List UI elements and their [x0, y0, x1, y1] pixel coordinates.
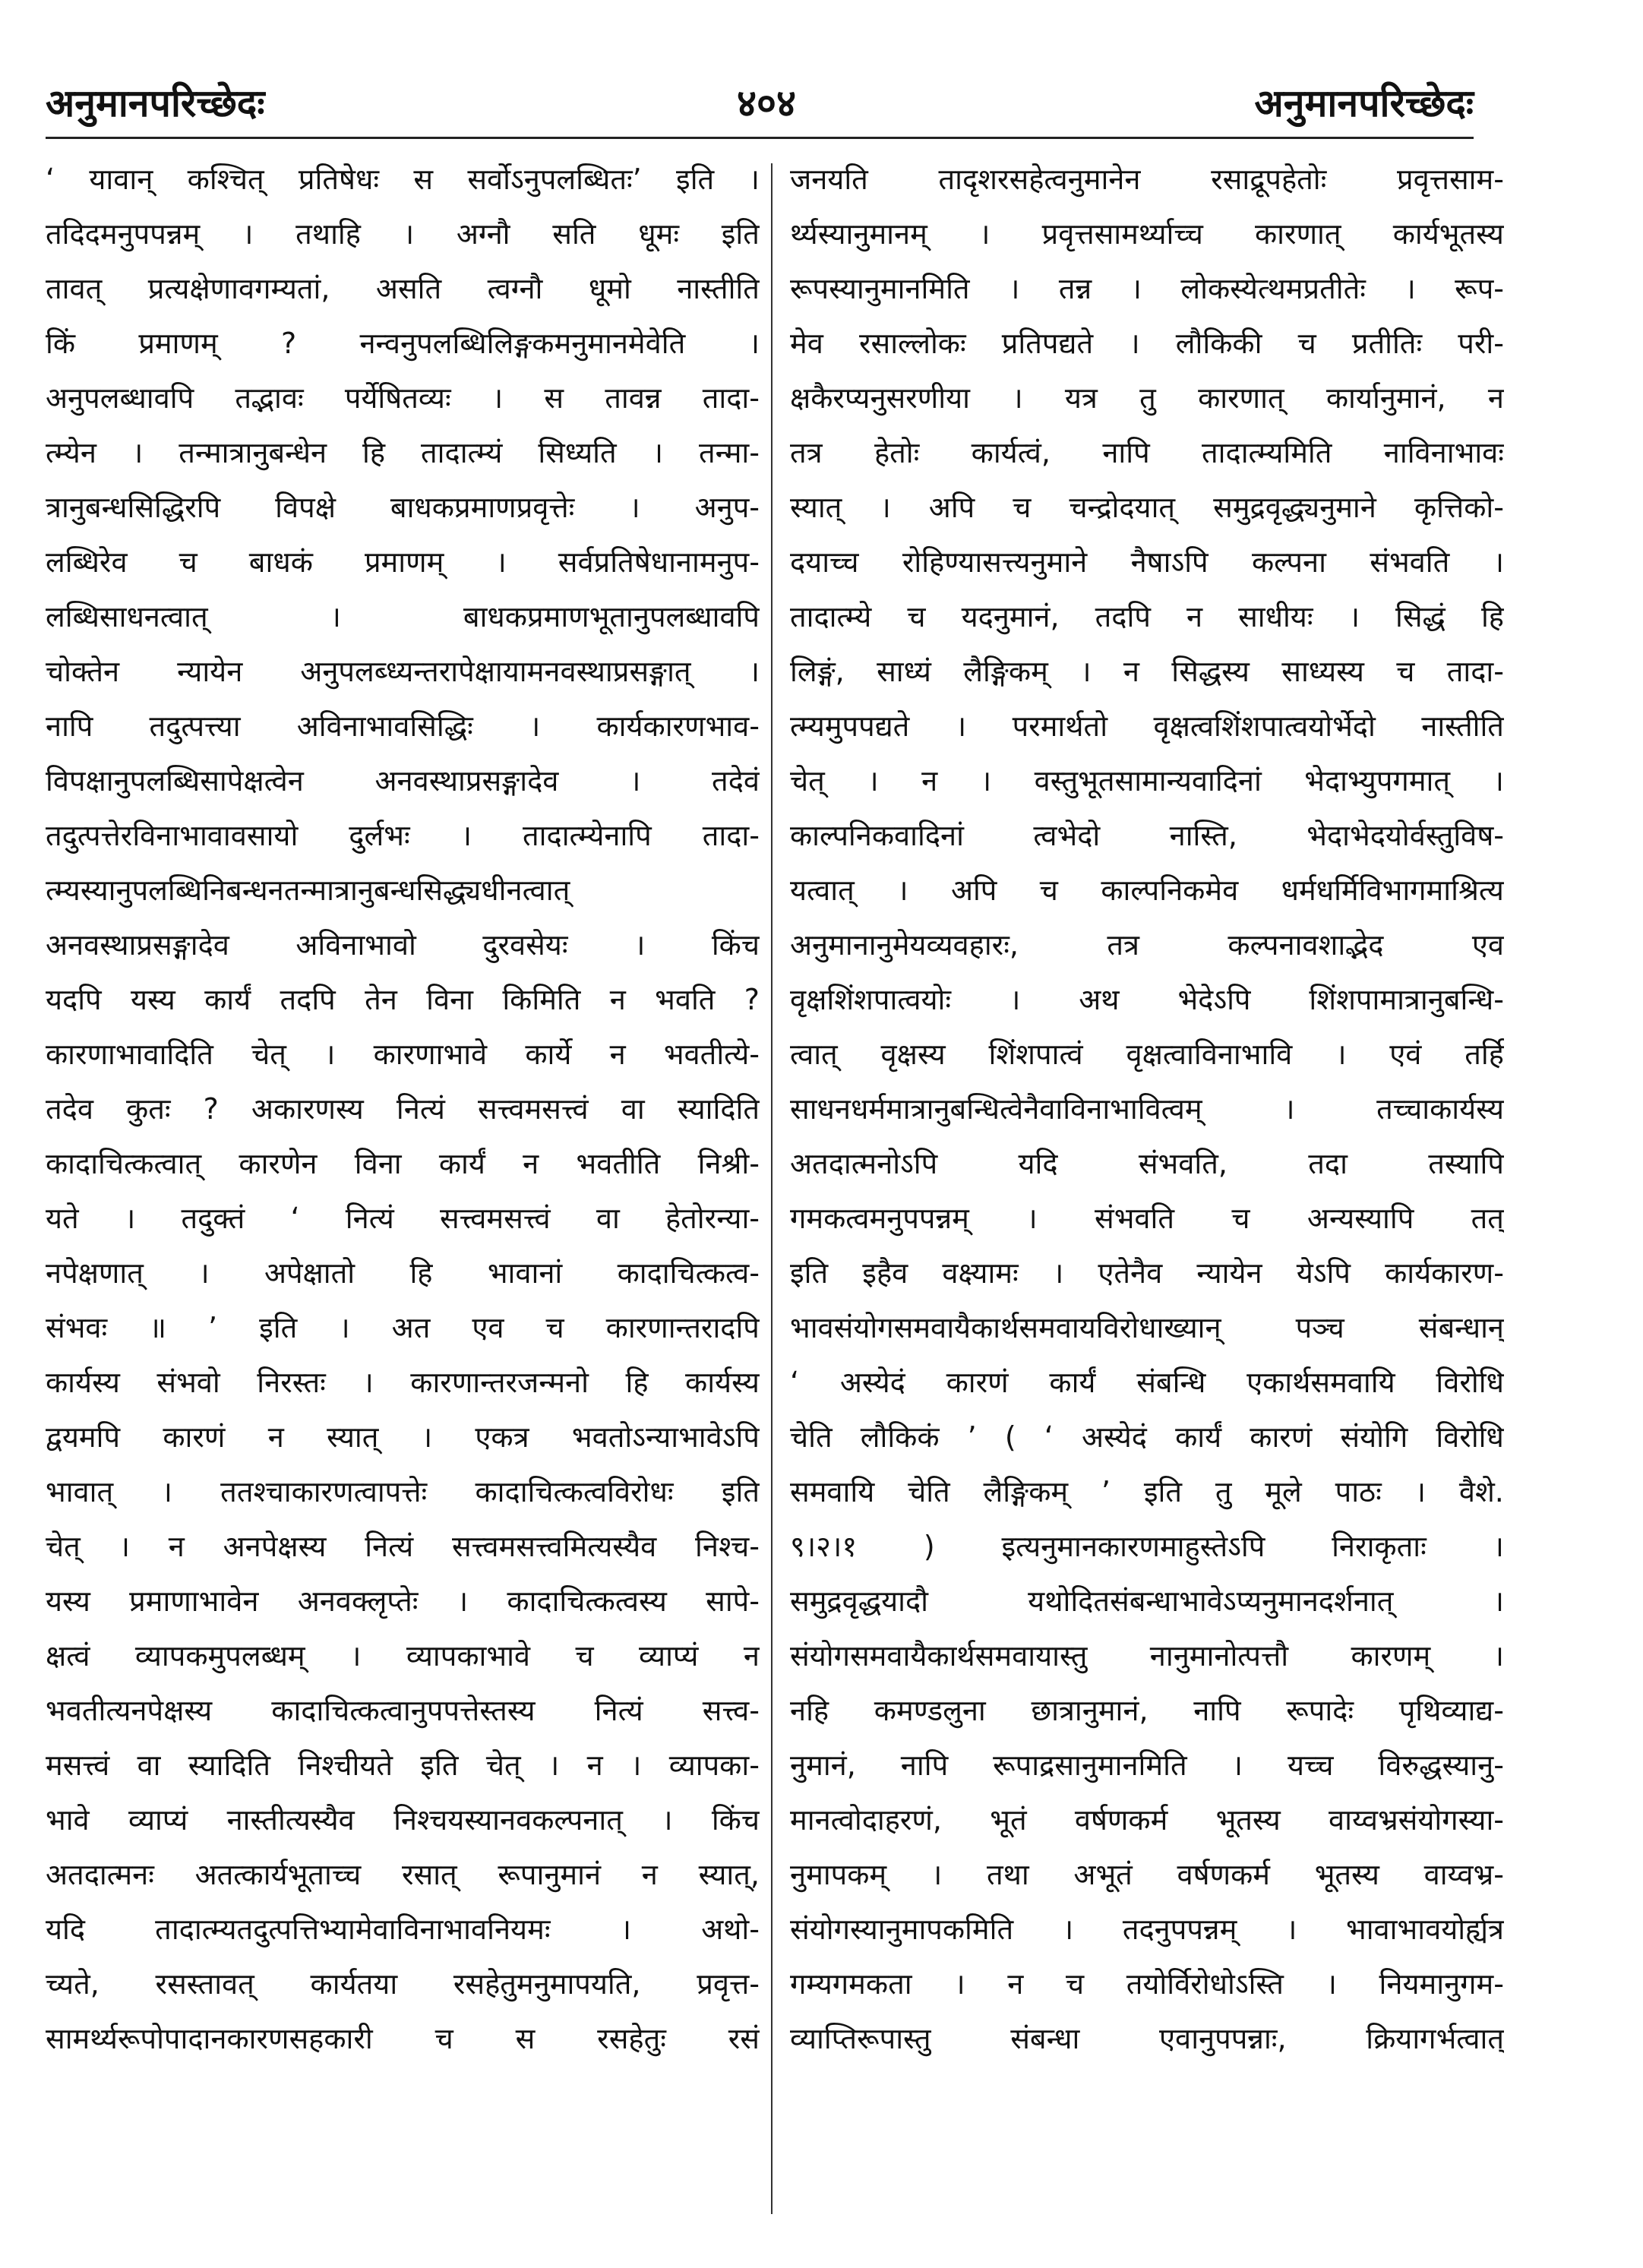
right-column [790, 152, 1504, 2218]
text-line: त्म्येन । तन्मात्रानुबन्धेन हि तादात्म्यं सिध्यति । तन्मा- [46, 436, 760, 469]
text-line: तदेव कुतः ? अकारणस्य नित्यं सत्त्वमसत्त्वं वा स्यादिति [46, 1092, 760, 1126]
text-line: काल्पनिकवादिनां त्वभेदो नास्ति, भेदाभेदयोर्वस्तुविष- [790, 819, 1504, 852]
text-line: लब्धिरेव च बाधकं प्रमाणम् । सर्वप्रतिषेधानामनुप- [46, 545, 760, 579]
text-line: विपक्षानुपलब्धिसापेक्षत्वेन अनवस्थाप्रसङ्गादेव । तदेवं [46, 764, 760, 798]
header-rule [46, 137, 1474, 139]
text-line: नुमापकम् । तथा अभूतं वर्षणकर्म भूतस्य वाय्वभ्र- [790, 1858, 1504, 1891]
text-line: यदपि यस्य कार्यं तदपि तेन विना किमिति न भवति ? [46, 983, 760, 1016]
page-number: ४०४ [737, 81, 796, 125]
text-line: चेति लौकिकं ’ ( ‘ अस्येदं कार्यं कारणं संयोगि विरोधि [790, 1420, 1504, 1454]
text-line: इति इहैव वक्ष्यामः । एतेनैव न्यायेन येऽपि कार्यकारण- [790, 1256, 1504, 1290]
text-line: त्रानुबन्धसिद्धिरपि विपक्षे बाधकप्रमाणप्रवृत्तेः । अनुप- [46, 491, 760, 524]
text-line: संयोगस्यानुमापकमिति । तदनुपपन्नम् । भावाभावयोर्ह्यत्र [790, 1913, 1504, 1946]
text-line: मेव रसाल्लोकः प्रतिपद्यते । लौकिकी च प्रतीतिः परी- [790, 327, 1504, 360]
text-line: द्वयमपि कारणं न स्यात् । एकत्र भवतोऽन्याभावेऽपि [46, 1420, 760, 1454]
running-title-left: अनुमानपरिच्छेदः [46, 81, 265, 125]
text-line: समुद्रवृद्धयादौ यथोदितसंबन्धाभावेऽप्यनुमानदर्शनात् । [790, 1584, 1504, 1618]
text-line: क्षत्वं व्यापकमुपलब्धम् । व्यापकाभावे च व्याप्यं न [46, 1639, 760, 1673]
text-line: गम्यगमकता । न च तयोर्विरोधोऽस्ति । नियमानुगम- [790, 1967, 1504, 2001]
text-line: सामर्थ्यरूपोपादानकारणसहकारी च स रसहेतुः रसं [46, 2022, 760, 2055]
text-line: भावसंयोगसमवायैकार्थसमवायविरोधाख्यान् पञ्च संबन्धान् [790, 1311, 1504, 1344]
text-line: तत्र हेतोः कार्यत्वं, नापि तादात्म्यमिति नाविनाभावः [790, 436, 1504, 469]
text-line: चोक्तेन न्यायेन अनुपलब्ध्यन्तरापेक्षायामनवस्थाप्रसङ्गात् । [46, 655, 760, 688]
text-line: लिङ्गं, साध्यं लैङ्गिकम् । न सिद्धस्य साध्यस्य च तादा- [790, 655, 1504, 688]
text-line: च्यते, रसस्तावत् कार्यतया रसहेतुमनुमापयति, प्रवृत्त- [46, 1967, 760, 2001]
text-line: अनवस्थाप्रसङ्गादेव अविनाभावो दुरवसेयः । किंच [46, 928, 760, 962]
text-line: अनुमानानुमेयव्यवहारः, तत्र कल्पनावशाद्भेद एव [790, 928, 1504, 962]
text-line: कादाचित्कत्वात् कारणेन विना कार्यं न भवतीति निश्री- [46, 1147, 760, 1180]
column-divider [771, 163, 773, 2214]
text-line: चेत् । न अनपेक्षस्य नित्यं सत्त्वमसत्त्वमित्यस्यैव निश्च- [46, 1530, 760, 1563]
text-line: रूपस्यानुमानमिति । तन्न । लोकस्येत्थमप्रतीतेः । रूप- [790, 272, 1504, 305]
text-line: तदुत्पत्तेरविनाभावावसायो दुर्लभः । तादात्म्येनापि तादा- [46, 819, 760, 852]
text-line: भवतीत्यनपेक्षस्य कादाचित्कत्वानुपपत्तेस्तस्य नित्यं सत्त्व- [46, 1694, 760, 1727]
text-line: तदिदमनुपपन्नम् । तथाहि । अग्नौ सति धूमः इति [46, 217, 760, 251]
text-line: मसत्त्वं वा स्यादिति निश्चीयते इति चेत् । न । व्यापका- [46, 1748, 760, 1782]
text-line: जनयति तादृशरसहेत्वनुमानेन रसाद्रूपहेतोः प्रवृत्तसाम- [790, 163, 1504, 196]
text-line: नुमानं, नापि रूपाद्रसानुमानमिति । यच्च विरुद्धस्यानु- [790, 1748, 1504, 1782]
text-line: नापि तदुत्पत्त्या अविनाभावसिद्धिः । कार्यकारणभाव- [46, 709, 760, 743]
text-line: अतदात्मनोऽपि यदि संभवति, तदा तस्यापि [790, 1147, 1504, 1180]
text-line: यदि तादात्म्यतदुत्पत्तिभ्यामेवाविनाभावनियमः । अथो- [46, 1913, 760, 1946]
text-line: लब्धिसाधनत्वात् । बाधकप्रमाणभूतानुपलब्धावपि [46, 600, 760, 633]
text-line: ‘ अस्येदं कारणं कार्यं संबन्धि एकार्थसमवायि विरोधि [790, 1366, 1504, 1399]
text-line: तादात्म्ये च यदनुमानं, तदपि न साधीयः । सिद्धं हि [790, 600, 1504, 633]
running-title-right: अनुमानपरिच्छेदः [1254, 81, 1474, 125]
text-line: नहि कमण्डलुना छात्रानुमानं, नापि रूपादेः पृथिव्याद्य- [790, 1694, 1504, 1727]
text-line: व्याप्तिरूपास्तु संबन्धा एवानुपपन्नाः, क्रियागर्भत्वात् [790, 2022, 1504, 2055]
text-line: कारणाभावादिति चेत् । कारणाभावे कार्ये न भवतीत्ये- [46, 1038, 760, 1071]
text-line: संभवः ॥ ’ इति । अत एव च कारणान्तरादपि [46, 1311, 760, 1344]
text-line: चेत् । न । वस्तुभूतसामान्यवादिनां भेदाभ्युपगमात् । [790, 764, 1504, 798]
text-line: क्षकैरप्यनुसरणीया । यत्र तु कारणात् कार्यानुमानं, न [790, 381, 1504, 415]
text-line: यस्य प्रमाणाभावेन अनवक्लृप्तेः । कादाचित्कत्वस्य सापे- [46, 1584, 760, 1618]
text-line: त्म्यमुपपद्यते । परमार्थतो वृक्षत्वशिंशपात्वयोर्भेदो नास्तीति [790, 709, 1504, 743]
text-line: दयाच्च रोहिण्यासत्त्यनुमाने नैषाऽपि कल्पना संभवति । [790, 545, 1504, 579]
text-line: यते । तदुक्तं ‘ नित्यं सत्त्वमसत्त्वं वा हेतोरन्या- [46, 1202, 760, 1235]
page-header [46, 76, 1474, 129]
text-line: नपेक्षणात् । अपेक्षातो हि भावानां कादाचित्कत्व- [46, 1256, 760, 1290]
text-line: भावे व्याप्यं नास्तीत्यस्यैव निश्चयस्यानवकल्पनात् । किंच [46, 1803, 760, 1837]
text-line: र्थ्यस्यानुमानम् । प्रवृत्तसामर्थ्याच्च कारणात् कार्यभूतस्य [790, 217, 1504, 251]
text-line: संयोगसमवायैकार्थसमवायास्तु नानुमानोत्पत्तौ कारणम् । [790, 1639, 1504, 1673]
text-line: गमकत्वमनुपपन्नम् । संभवति च अन्यस्यापि तत् [790, 1202, 1504, 1235]
text-line: कार्यस्य संभवो निरस्तः । कारणान्तरजन्मनो हि कार्यस्य [46, 1366, 760, 1399]
text-line: अतदात्मनः अतत्कार्यभूताच्च रसात् रूपानुमानं न स्यात्, [46, 1858, 760, 1891]
text-line: समवायि चेति लैङ्गिकम् ’ इति तु मूले पाठः । वैशे. [790, 1475, 1504, 1508]
text-line: ‘ यावान् कश्चित् प्रतिषेधः स सर्वोऽनुपलब्धितः’ इति । [46, 163, 760, 196]
text-line: किं प्रमाणम् ? नन्वनुपलब्धिलिङ्गकमनुमानमेवेति । [46, 327, 760, 360]
text-line: वृक्षशिंशपात्वयोः । अथ भेदेऽपि शिंशपामात्रानुबन्धि- [790, 983, 1504, 1016]
text-line: भावात् । ततश्चाकारणत्वापत्तेः कादाचित्कत्वविरोधः इति [46, 1475, 760, 1508]
text-line: त्वात् वृक्षस्य शिंशपात्वं वृक्षत्वाविनाभावि । एवं तर्हि [790, 1038, 1504, 1071]
left-column [46, 152, 760, 2218]
text-line: तावत् प्रत्यक्षेणावगम्यतां, असति त्वग्नौ धूमो नास्तीति [46, 272, 760, 305]
text-line: अनुपलब्धावपि तद्भावः पर्येषितव्यः । स तावन्न तादा- [46, 381, 760, 415]
text-line: स्यात् । अपि च चन्द्रोदयात् समुद्रवृद्ध्यनुमाने कृत्तिको- [790, 491, 1504, 524]
text-line: साधनधर्ममात्रानुबन्धित्वेनैवाविनाभावित्वम् । तच्चाकार्यस्य [790, 1092, 1504, 1126]
text-line: त्म्यस्यानुपलब्धिनिबन्धनतन्मात्रानुबन्धसिद्ध्यधीनत्वात् [46, 873, 570, 907]
text-line: यत्वात् । अपि च काल्पनिकमेव धर्मधर्मिविभागमाश्रित्य [790, 873, 1504, 907]
text-line: मानत्वोदाहरणं, भूतं वर्षणकर्म भूतस्य वाय्वभ्रसंयोगस्या- [790, 1803, 1504, 1837]
text-line: ९।२।१ ) इत्यनुमानकारणमाहुस्तेऽपि निराकृताः । [790, 1530, 1504, 1563]
